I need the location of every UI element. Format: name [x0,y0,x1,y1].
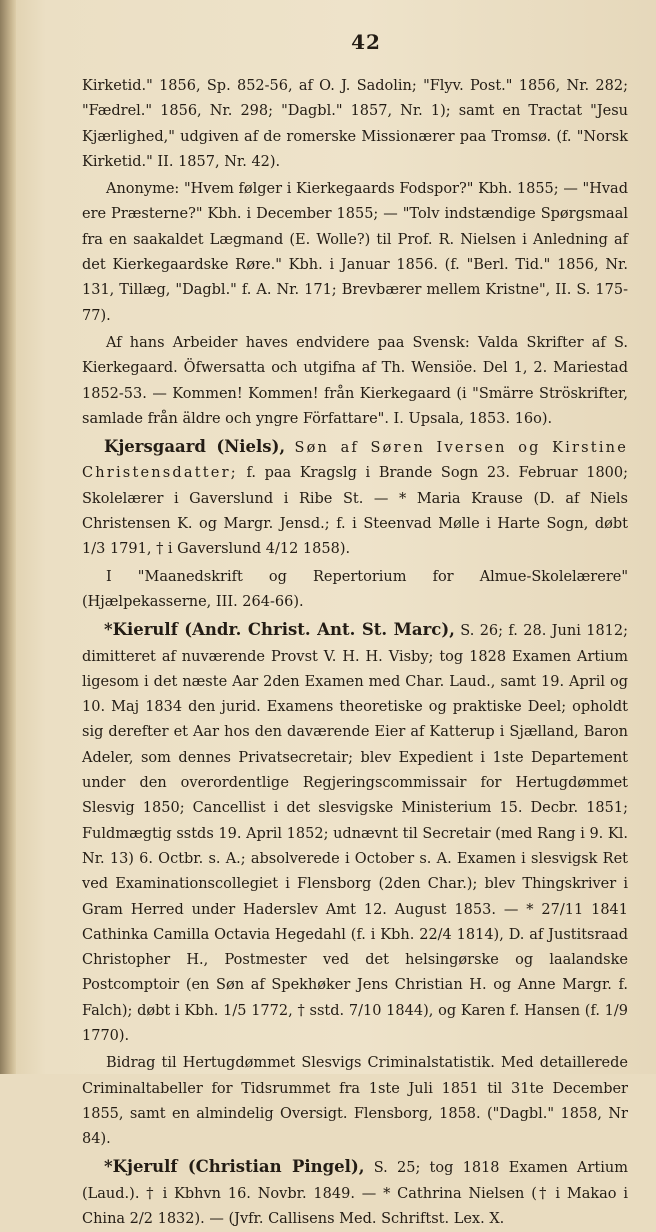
swedish-translations-paragraph [82,331,628,432]
entry-text: S. 26; f. 28. Juni 1812; dimitteret af nuværende Provst V. H. H. Visby; tog 1828 Examen Artium ligesom i det næste Aar 2den Examen med Char. Laud., samt 19. April og 10. Maj 1834 den jurid. Examens theoretiske og praktiske Deel; opholdt sig derefter et Aar hos den daværende Eier af Katterup i Sjælland, Baron Adeler, som dennes Privatsecretair; blev Expedient i 1ste Departement under den overordentlige Regjeringscommissair for Hertugdømmet Slesvig 1850; Cancellist i det slesvigske Ministerium 15. Decbr. 1851; Fuldmægtig sstds 19. April 1852; udnævnt til Secretair (med Rang i 9. Kl. Nr. 13) 6. Octbr. s. A.; absolverede i October s. A. Examen i slesvigsk Ret ved Examinationscollegiet i Flensborg (2den Char.); blev Thingskriver i Gram Herred under Haderslev Amt 12. August 1853. — * 27/11 1841 Cathinka Camilla Octavia Hegedahl (f. i Kbh. 22/4 1814), D. af Justitsraad Christopher H., Postmester ved det helsingørske og laalandske Postcomptoir (en Søn af Spekhøker Jens Christian H. og Anne Margr. f. Falch); døbt i Kbh. 1/5 1772, † sstd. 7/10 1844), og Karen f. Hansen (f. 1/9 1770). [82,623,629,1044]
kjersgaard-entry [82,434,628,562]
paragraph-text: Bidrag til Hertugdømmet Slesvigs Criminalstatistik. Med detaillerede Criminaltabeller for Tidsrummet fra 1ste Juli 1851 til 31te December 1855, samt en almindelig Oversigt. Flensborg, 1858. ("Dagbl." 1858, Nr 84). [82,1055,628,1148]
entry-text: S. 25; tog 1818 Examen Artium (Laud.). † i Kbhvn 16. Novbr. 1849. — * Cathrina Nielsen († i Makao i China 2/2 1832). — (Jvfr. Callisens Med. Schriftst. Lex. X. [82,1160,629,1228]
paragraph-text: I "Maanedskrift og Repertorium for Almue-Skolelærere" (Hjælpekasserne, III. 264-66). [82,568,628,610]
kierulf-andr-entry [82,617,628,1049]
entry-heading: Kjersgaard (Niels), [104,437,286,457]
parent-names: Søn af Søren Iversen og Kirstine Christensdatter; [82,440,628,482]
bibliography-continuation-paragraph [82,74,628,175]
kjersgaard-writings-paragraph [82,565,628,616]
kierulf-christian-entry [82,1154,628,1232]
entry-heading: *Kjerulf (Christian Pingel), [104,1157,365,1177]
paragraph-text: Af hans Arbeider haves endvidere paa Svensk: Valda Skrifter af S. Kierkegaard. Öfwersatta och utgifna af Th. Wensiöe. Del 1, 2. Mariestad 1852-53. — Kommen! Kommen! från Kierkegaard (i "Smärre Ströskrifter, samlade från äldre och yngre Författare". I. Upsala, 1853. 16o). [82,334,628,427]
entry-text: f. paa Kragslg i Brande Sogn 23. Februar 1800; Skolelærer i Gaverslund i Ribe St. — * Maria Krause (D. af Niels Christensen K. og Margr. Jensd.; f. i Steenvad Mølle i Harte Sogn, døbt 1/3 1791, † i Gaverslund 4/12 1858). [82,465,629,558]
book-binding-shadow [0,0,16,1074]
paragraph-text: Anonyme: "Hvem følger i Kierkegaards Fodspor?" Kbh. 1855; — "Hvad ere Præsterne?" Kbh. i December 1855; — "Tolv indstændige Spørgsmaal fra en saakaldet Lægmand (E. Wolle?) til Prof. R. Nielsen i Anledning af det Kierkegaardske Røre." Kbh. i Januar 1856. (f. "Berl. Tid." 1856, Nr. 131, Tillæg, "Dagbl." f. A. Nr. 171; Brevbærer mellem Kristne", II. S. 175-77). [82,181,628,324]
page-number: 42 [351,30,381,54]
entry-heading: *Kierulf (Andr. Christ. Ant. St. Marc), [104,620,455,640]
anonymous-writings-paragraph [82,177,628,329]
kierulf-andr-writings-paragraph [82,1051,628,1152]
paragraph-text: Kirketid." 1856, Sp. 852-56, af O. J. Sadolin; "Flyv. Post." 1856, Nr. 282; "Fædrel." 1856, Nr. 298; "Dagbl." 1857, Nr. 1); samt en Tractat "Jesu Kjærlighed," udgiven af de romerske Missionærer paa Tromsø. (f. "Norsk Kirketid." II. 1857, Nr. 42). [82,78,628,170]
